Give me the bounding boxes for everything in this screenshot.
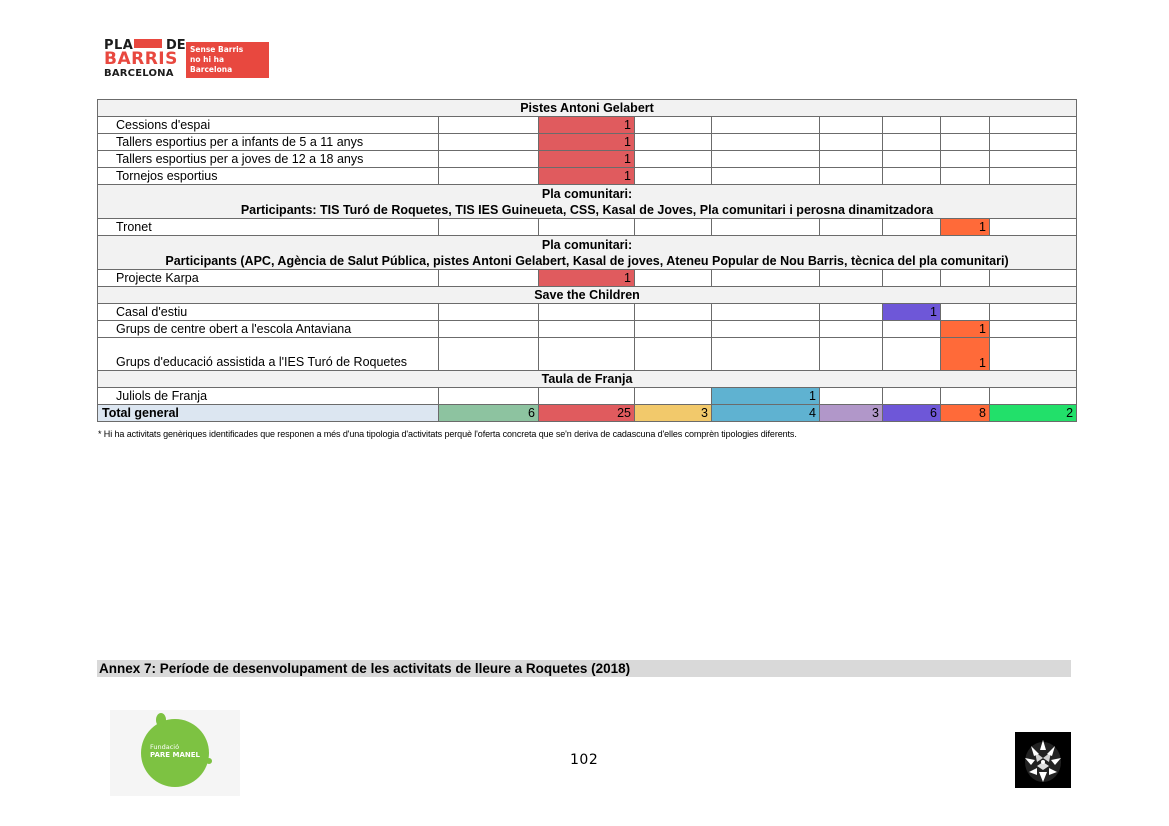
table-row bbox=[98, 117, 1077, 134]
table-row bbox=[98, 168, 1077, 185]
cell bbox=[990, 388, 1077, 405]
cell bbox=[883, 321, 941, 338]
cell bbox=[539, 219, 635, 236]
cell bbox=[439, 151, 539, 168]
cell bbox=[439, 270, 539, 287]
cell-value: 1 bbox=[539, 134, 635, 151]
group-title-taula-de-franja: Taula de Franja bbox=[98, 371, 1077, 388]
cell bbox=[635, 321, 712, 338]
cell bbox=[883, 117, 941, 134]
cell bbox=[941, 270, 990, 287]
cell bbox=[635, 134, 712, 151]
cell bbox=[990, 117, 1077, 134]
cell bbox=[712, 117, 820, 134]
pinecone-logo-icon bbox=[1015, 732, 1071, 788]
annex-title: Annex 7: Període de desenvolupament de les activitats de lleure a Roquetes (2018) bbox=[97, 660, 1071, 677]
cell bbox=[883, 388, 941, 405]
row-label: Tornejos esportius bbox=[98, 168, 439, 185]
cell bbox=[820, 388, 883, 405]
fundacio-pare-manel-logo bbox=[110, 710, 240, 796]
logo-tagline-line3: Barcelona bbox=[190, 65, 233, 74]
cell-value: 1 bbox=[941, 219, 990, 236]
cell bbox=[883, 168, 941, 185]
table-row bbox=[98, 134, 1077, 151]
green-drip-icon bbox=[156, 713, 166, 727]
logo-de-text: DE bbox=[166, 38, 186, 53]
table-row bbox=[98, 151, 1077, 168]
cell bbox=[820, 134, 883, 151]
row-label: Projecte Karpa bbox=[98, 270, 439, 287]
cell bbox=[820, 168, 883, 185]
group-title-line1: Pla comunitari: bbox=[541, 237, 633, 252]
logo-barris-text: BARRIS bbox=[104, 49, 178, 69]
cell bbox=[439, 134, 539, 151]
cell bbox=[883, 338, 941, 371]
cell bbox=[990, 321, 1077, 338]
logo-barcelona-text: BARCELONA bbox=[104, 68, 174, 79]
cell bbox=[539, 321, 635, 338]
row-label: Cessions d'espai bbox=[98, 117, 439, 134]
cell bbox=[941, 117, 990, 134]
logo-tagline-line1: Sense Barris bbox=[190, 45, 244, 54]
cell bbox=[990, 134, 1077, 151]
cell-value: 1 bbox=[712, 388, 820, 405]
logo-pla-text: PLA bbox=[104, 38, 134, 53]
cell bbox=[712, 134, 820, 151]
row-label: Grups de centre obert a l'escola Antaviana bbox=[98, 321, 439, 338]
cell bbox=[820, 151, 883, 168]
group-title-line1: Pla comunitari: bbox=[541, 186, 633, 201]
group-title-line2: Participants: TIS Turó de Roquetes, TIS IES Guineueta, CSS, Kasal de Joves, Pla comunitari i perosna dinamitzadora bbox=[240, 202, 934, 217]
cell bbox=[635, 338, 712, 371]
row-label: Tallers esportius per a infants de 5 a 11 anys bbox=[98, 134, 439, 151]
cell bbox=[883, 134, 941, 151]
total-label: Total general bbox=[98, 405, 439, 422]
logo-red-bar bbox=[134, 39, 162, 48]
cell bbox=[883, 219, 941, 236]
cell bbox=[539, 388, 635, 405]
cell bbox=[439, 338, 539, 371]
cell bbox=[990, 219, 1077, 236]
group-title-pla-comunitari-2 bbox=[98, 236, 1077, 270]
logo-tagline bbox=[186, 42, 269, 78]
group-title-pistes: Pistes Antoni Gelabert bbox=[98, 100, 1077, 117]
cell bbox=[712, 321, 820, 338]
table-row bbox=[98, 321, 1077, 338]
cell bbox=[820, 304, 883, 321]
cell bbox=[820, 117, 883, 134]
group-title-line2: Participants (APC, Agència de Salut Pública, pistes Antoni Gelabert, Kasal de joves, Ateneu Popular de Nou Barris, tècnica del pla comunitari) bbox=[165, 253, 1009, 268]
table-row bbox=[98, 270, 1077, 287]
table-row bbox=[98, 219, 1077, 236]
group-header-row bbox=[98, 236, 1077, 270]
page-number: 102 bbox=[570, 752, 599, 768]
cell bbox=[883, 270, 941, 287]
group-header-row bbox=[98, 371, 1077, 388]
group-header-row bbox=[98, 287, 1077, 304]
cell bbox=[439, 388, 539, 405]
cell bbox=[820, 219, 883, 236]
cell bbox=[439, 321, 539, 338]
total-row bbox=[98, 405, 1077, 422]
cell bbox=[635, 117, 712, 134]
table-row bbox=[98, 304, 1077, 321]
footnote: * Hi ha activitats genèriques identificades que responen a més d'una tipologia d'activitats perquè l'oferta concreta que se'n deriva de cadascuna d'elles comprèn tipologies diferents. bbox=[98, 429, 797, 439]
cell bbox=[712, 219, 820, 236]
cell bbox=[712, 304, 820, 321]
row-label: Tallers esportius per a joves de 12 a 18 anys bbox=[98, 151, 439, 168]
cell bbox=[635, 270, 712, 287]
pla-de-barris-logo bbox=[104, 39, 269, 79]
cell bbox=[539, 304, 635, 321]
cell-value: 1 bbox=[941, 338, 990, 371]
activities-table bbox=[97, 99, 1077, 422]
cell-value: 1 bbox=[539, 151, 635, 168]
pare-manel-label: PARE MANEL bbox=[150, 751, 200, 759]
logo-tagline-line2: no hi ha bbox=[190, 55, 225, 64]
cell bbox=[635, 388, 712, 405]
group-title-pla-comunitari-1 bbox=[98, 185, 1077, 219]
green-dot-icon bbox=[206, 758, 212, 764]
row-label: Tronet bbox=[98, 219, 439, 236]
table-row bbox=[98, 388, 1077, 405]
cell bbox=[883, 151, 941, 168]
cell bbox=[990, 304, 1077, 321]
total-value: 4 bbox=[712, 405, 820, 422]
row-label: Casal d'estiu bbox=[98, 304, 439, 321]
total-value: 2 bbox=[990, 405, 1077, 422]
cell bbox=[820, 338, 883, 371]
cell bbox=[941, 168, 990, 185]
cell bbox=[439, 304, 539, 321]
cell bbox=[712, 168, 820, 185]
cell bbox=[712, 338, 820, 371]
row-label: Juliols de Franja bbox=[98, 388, 439, 405]
cell-value: 1 bbox=[539, 168, 635, 185]
group-header-row bbox=[98, 185, 1077, 219]
pinecone-svg-icon bbox=[1015, 732, 1071, 788]
cell bbox=[941, 304, 990, 321]
cell bbox=[635, 219, 712, 236]
cell bbox=[990, 338, 1077, 371]
cell bbox=[941, 151, 990, 168]
total-value: 3 bbox=[635, 405, 712, 422]
cell-value: 1 bbox=[883, 304, 941, 321]
total-value: 8 bbox=[941, 405, 990, 422]
cell bbox=[539, 338, 635, 371]
cell-value: 1 bbox=[539, 117, 635, 134]
cell bbox=[820, 321, 883, 338]
total-value: 3 bbox=[820, 405, 883, 422]
cell bbox=[439, 168, 539, 185]
cell bbox=[990, 151, 1077, 168]
cell bbox=[990, 270, 1077, 287]
group-title-save-the-children: Save the Children bbox=[98, 287, 1077, 304]
cell-value: 1 bbox=[941, 321, 990, 338]
cell bbox=[635, 304, 712, 321]
cell bbox=[941, 134, 990, 151]
total-value: 25 bbox=[539, 405, 635, 422]
total-value: 6 bbox=[439, 405, 539, 422]
total-value: 6 bbox=[883, 405, 941, 422]
cell bbox=[635, 168, 712, 185]
row-label: Grups d'educació assistida a l'IES Turó de Roquetes bbox=[98, 338, 439, 371]
cell bbox=[712, 151, 820, 168]
cell-value: 1 bbox=[539, 270, 635, 287]
cell bbox=[941, 388, 990, 405]
cell bbox=[439, 117, 539, 134]
cell bbox=[990, 168, 1077, 185]
cell bbox=[635, 151, 712, 168]
cell bbox=[439, 219, 539, 236]
fundacio-label: Fundació bbox=[150, 743, 180, 751]
cell bbox=[712, 270, 820, 287]
cell bbox=[820, 270, 883, 287]
table-row bbox=[98, 338, 1077, 371]
group-header-row bbox=[98, 100, 1077, 117]
